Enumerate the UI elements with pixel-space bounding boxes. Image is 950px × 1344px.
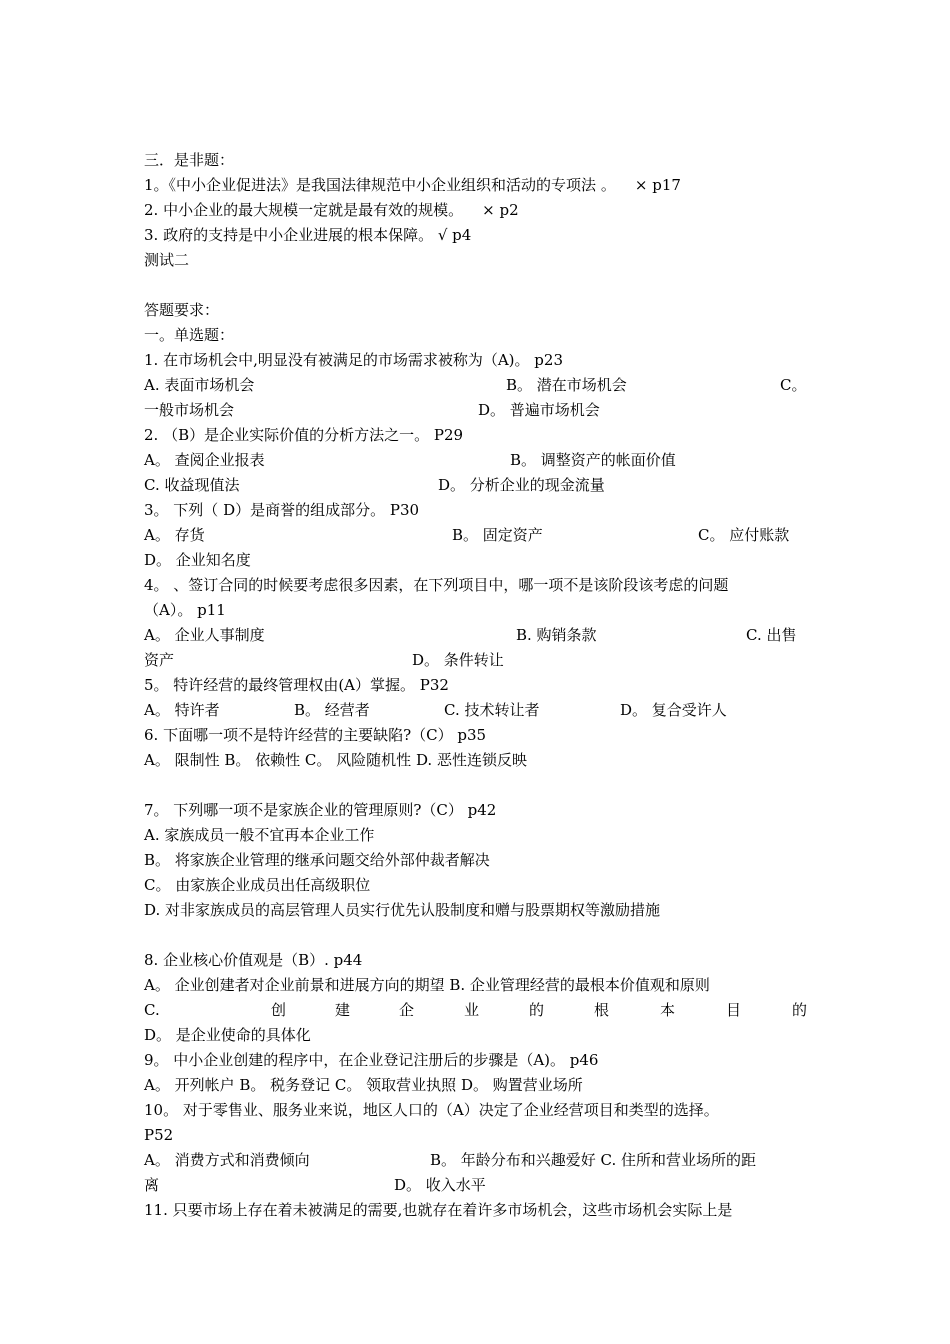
q2-option-b: B。 调整资产的帐面价值: [510, 451, 676, 469]
q4-option-a: A。 企业人事制度: [144, 626, 265, 644]
question-7: 7。 下列哪一项不是家族企业的管理原则?（C） p42: [144, 801, 497, 819]
q5-option-a: A。 特许者: [144, 701, 220, 719]
q8-option-c-char: 建: [335, 1001, 351, 1019]
q8-option-c-label: C.: [144, 1001, 160, 1019]
q10-option-a: A。 消费方式和消费倾向: [144, 1151, 310, 1169]
q3-option-c: C。 应付账款: [698, 526, 790, 544]
q3-option-d: D。 企业知名度: [144, 551, 251, 569]
question-6: 6. 下面哪一项不是特许经营的主要缺陷?（C） p35: [144, 726, 487, 744]
section-heading-single-choice: 一。单选题：: [144, 326, 235, 344]
q10-option-c-text: 离: [144, 1176, 160, 1194]
q8-option-c-char: 企: [399, 1001, 415, 1019]
question-9: 9。 中小企业创建的程序中，在企业登记注册后的步骤是（A)。 p46: [144, 1051, 599, 1069]
q9-options: A。 开列帐户 B。 税务登记 C。 领取营业执照 D。 购置营业场所: [144, 1076, 583, 1094]
tf-question-3: 3. 政府的支持是中小企业进展的根本保障。 √ p4: [144, 226, 472, 244]
question-4-continued: （A）。 p11: [144, 601, 226, 619]
q7-option-a: A. 家族成员一般不宜再本企业工作: [144, 826, 375, 844]
question-8: 8. 企业核心价值观是（B）. p44: [144, 951, 363, 969]
q1-option-d: D。 普遍市场机会: [478, 401, 600, 419]
test-two-heading: 测试二: [144, 251, 190, 269]
question-11: 11. 只要市场上存在着未被满足的需要,也就存在着许多市场机会，这些市场机会实际上是: [144, 1201, 733, 1219]
q7-option-b: B。 将家族企业管理的继承问题交给外部仲裁者解决: [144, 851, 490, 869]
section-heading-true-false: 三．是非题：: [144, 151, 235, 169]
q7-option-d: D. 对非家族成员的高层管理人员实行优先认股制度和赠与股票期权等激励措施: [144, 901, 661, 919]
answer-requirements-heading: 答题要求：: [144, 301, 220, 319]
q2-option-c: C. 收益现值法: [144, 476, 240, 494]
q8-option-c-char: 根: [594, 1001, 610, 1019]
tf-question-1: 1。《中小企业促进法》是我国法律规范中小企业组织和活动的专项法 。 × p17: [144, 176, 681, 194]
q8-option-c-char: 创: [271, 1001, 287, 1019]
question-10-continued: P52: [144, 1126, 174, 1144]
q5-option-c: C. 技术转让者: [444, 701, 540, 719]
q2-option-a: A。 查阅企业报表: [144, 451, 265, 469]
q10-option-d: D。 收入水平: [394, 1176, 486, 1194]
question-5: 5。 特许经营的最终管理权由(A）掌握。 P32: [144, 676, 449, 694]
q7-option-c: C。 由家族企业成员出任高级职位: [144, 876, 371, 894]
question-3: 3。 下列（ D）是商誉的组成部分。 P30: [144, 501, 420, 519]
q5-option-b: B。 经营者: [294, 701, 370, 719]
q6-options: A。 限制性 B。 依赖性 C。 风险随机性 D. 恶性连锁反映: [144, 751, 527, 769]
q4-option-c: C. 出售: [746, 626, 797, 644]
q3-option-a: A。 存货: [144, 526, 205, 544]
question-10: 10。 对于零售业、服务业来说，地区人口的（A）决定了企业经营项目和类型的选择。: [144, 1101, 719, 1119]
q1-option-c: C。: [780, 376, 807, 394]
q8-option-c-char: 的: [529, 1001, 545, 1019]
q4-option-c-text: 资产: [144, 651, 175, 669]
q5-option-d: D。 复合受许人: [620, 701, 727, 719]
question-4: 4。 、签订合同的时候要考虑很多因素，在下列项目中，哪一项不是该阶段该考虑的问题: [144, 576, 729, 594]
tf-question-2: 2. 中小企业的最大规模一定就是最有效的规模。 × p2: [144, 201, 519, 219]
q1-option-a: A. 表面市场机会: [144, 376, 255, 394]
q8-option-c-char: 的: [792, 1001, 808, 1019]
q1-option-c-text: 一般市场机会: [144, 401, 235, 419]
document-page: [144, 0, 808, 1344]
q8-option-c-char: 本: [660, 1001, 676, 1019]
q10-options-b-c: B。 年龄分布和兴趣爱好 C. 住所和营业场所的距: [430, 1151, 757, 1169]
question-1: 1. 在市场机会中,明显没有被满足的市场需求被称为（A)。 p23: [144, 351, 563, 369]
q3-option-b: B。 固定资产: [452, 526, 543, 544]
q8-option-c-char: 目: [726, 1001, 742, 1019]
question-2: 2. （B）是企业实际价值的分析方法之一。 P29: [144, 426, 464, 444]
q4-option-b: B. 购销条款: [516, 626, 597, 644]
q8-option-c-char: 业: [464, 1001, 480, 1019]
q2-option-d: D。 分析企业的现金流量: [438, 476, 605, 494]
q8-options-a-b: A。 企业创建者对企业前景和进展方向的期望 B. 企业管理经营的最根本价值观和原则: [144, 976, 710, 994]
q4-option-d: D。 条件转让: [412, 651, 504, 669]
q8-option-d: D。 是企业使命的具体化: [144, 1026, 311, 1044]
q1-option-b: B。 潜在市场机会: [506, 376, 627, 394]
